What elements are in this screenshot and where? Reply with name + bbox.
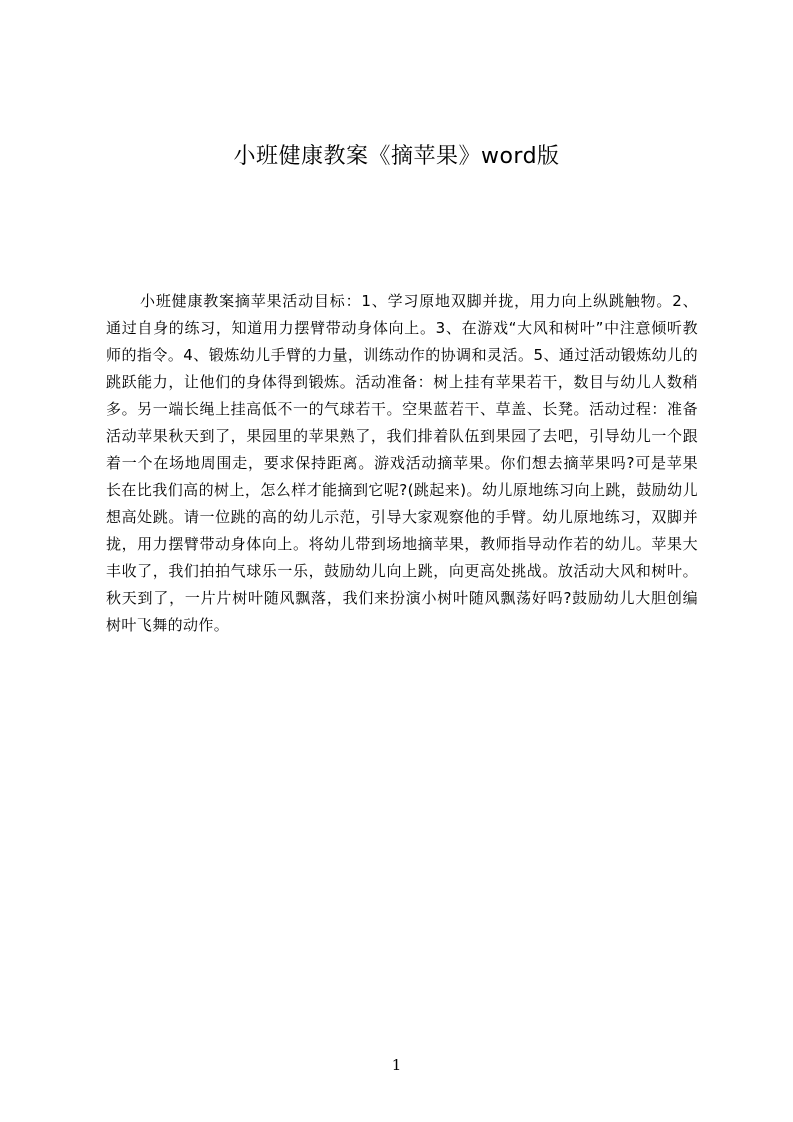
- body-paragraph: 小班健康教案摘苹果活动目标：1、学习原地双脚并拢，用力向上纵跳触物。2、通过自身的练习，知道用力摆臂带动身体向上。3、在游戏“大风和树叶”中注意倾听教师的指令。4、锻炼幼儿手臂的力量，训练动作的协调和灵活。5、通过活动锻炼幼儿的跳跃能力，让他们的身体得到锻炼。活动准备：树上挂有苹果若干，数目与幼儿人数稍多。另一端长绳上挂高低不一的气球若干。空果蓝若干、草盖、长凳。活动过程：准备活动苹果秋天到了，果园里的苹果熟了，我们排着队伍到果园了去吧，引导幼儿一个跟着一个在场地周围走，要求保持距离。游戏活动摘苹果。你们想去摘苹果吗?可是苹果长在比我们高的树上，怎么样才能摘到它呢?(跳起来)。幼儿原地练习向上跳，鼓励幼儿想高处跳。请一位跳的高的幼儿示范，引导大家观察他的手臂。幼儿原地练习，双脚并拢，用力摆臂带动身体向上。将幼儿带到场地摘苹果，教师指导动作若的幼儿。苹果大丰收了，我们拍拍气球乐一乐，鼓励幼儿向上跳，向更高处挑战。放活动大风和树叶。秋天到了，一片片树叶随风飘落，我们来扮演小树叶随风飘荡好吗?鼓励幼儿大胆创编树叶飞舞的动作。: [106, 292, 698, 634]
- page-title: 小班健康教案《摘苹果》word版: [233, 144, 560, 169]
- page-number: 1: [391, 1056, 402, 1074]
